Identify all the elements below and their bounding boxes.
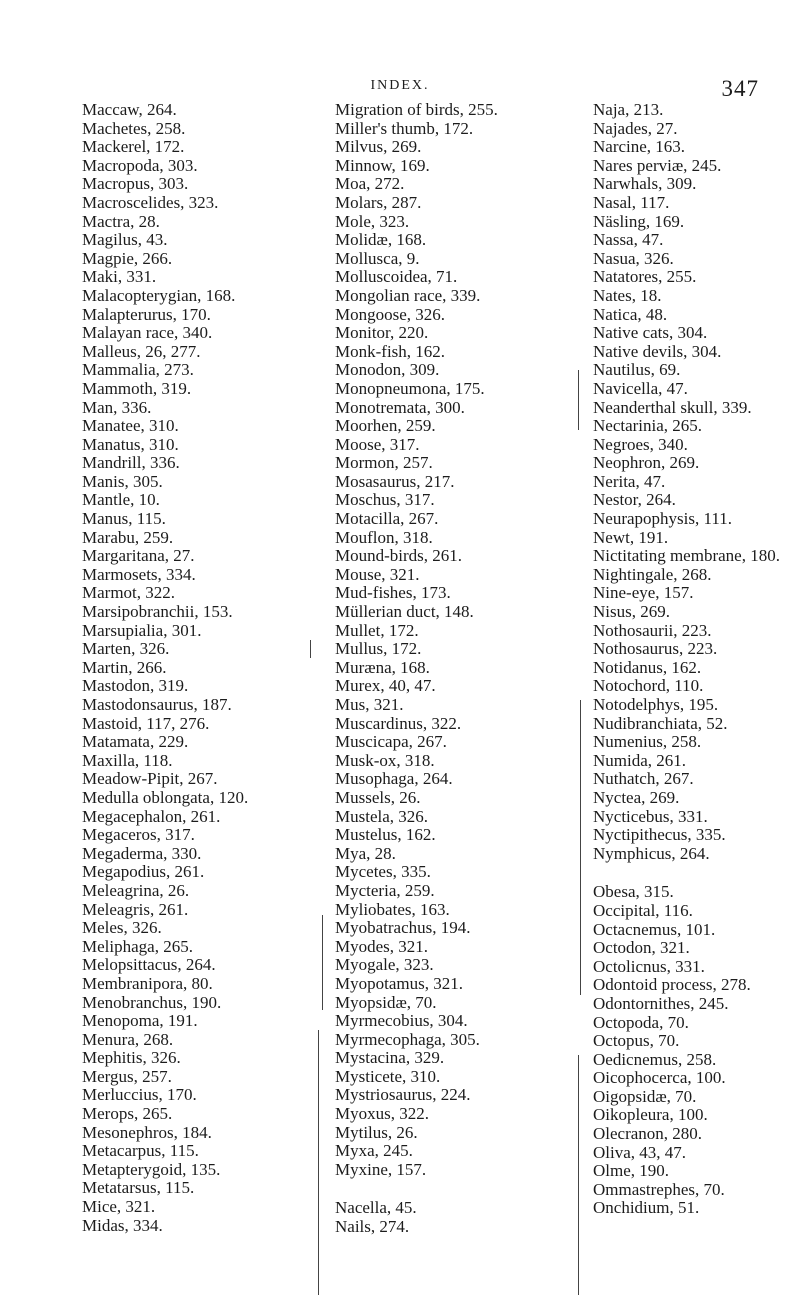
index-entry: Neanderthal skull, 339. — [593, 397, 752, 417]
index-entry: Nisus, 269. — [593, 602, 670, 622]
index-entry: Myxa, 245. — [335, 1141, 413, 1161]
index-entry: Navicella, 47. — [593, 378, 688, 398]
index-entry: Nerita, 47. — [593, 471, 666, 491]
index-entry: Mouse, 321. — [335, 564, 420, 584]
index-entry: Mya, 28. — [335, 843, 396, 863]
index-entry: Mus, 321. — [335, 695, 404, 714]
column-rule — [318, 1030, 319, 1295]
index-entry: Muscardinus, 322. — [335, 713, 462, 733]
index-entry: Negroes, 340. — [593, 434, 688, 454]
index-entry: Narcine, 163. — [593, 137, 686, 157]
column-rule — [322, 915, 323, 1010]
index-entry: Marten, 326. — [82, 639, 170, 659]
index-entry: Nautilus, 69. — [593, 360, 681, 380]
index-entry: Menopoma, 191. — [82, 1011, 198, 1031]
page-number: 347 — [721, 76, 759, 101]
index-entry: Myrmecophaga, 305. — [335, 1029, 480, 1049]
index-entry: Man, 336. — [82, 397, 152, 417]
index-entry: Milvus, 269. — [335, 137, 422, 157]
index-entry: Naja, 213. — [593, 100, 664, 119]
index-entry: Megaderma, 330. — [82, 843, 202, 863]
index-entry: Moschus, 317. — [335, 490, 435, 510]
index-entry: Mice, 321. — [82, 1197, 156, 1217]
index-entry: Mouflon, 318. — [335, 527, 433, 547]
index-entry: Megacephalon, 261. — [82, 806, 221, 826]
index-entry: Midas, 334. — [82, 1215, 163, 1235]
index-entry: Nates, 18. — [593, 285, 662, 305]
index-entry: Nudibranchiata, 52. — [593, 713, 728, 733]
index-entry: Medulla oblongata, 120. — [82, 787, 249, 807]
index-entry: Motacilla, 267. — [335, 509, 439, 529]
index-entry: Nycticebus, 331. — [593, 806, 708, 826]
index-entry: Müllerian duct, 148. — [335, 602, 474, 622]
index-entry: Odontornithes, 245. — [593, 993, 729, 1013]
index-entry: Melopsittacus, 264. — [82, 955, 216, 975]
index-entry: Notidanus, 162. — [593, 657, 702, 677]
index-entry: Matamata, 229. — [82, 732, 189, 752]
index-entry: Molluscoidea, 71. — [335, 267, 458, 287]
index-entry: Mytilus, 26. — [335, 1122, 418, 1142]
index-entry: Mastoid, 117, 276. — [82, 713, 210, 733]
column-rule — [580, 700, 581, 995]
index-entry: Mandrill, 336. — [82, 453, 180, 473]
index-entry: Octopoda, 70. — [593, 1012, 689, 1032]
index-entry: Macropus, 303. — [82, 174, 189, 194]
index-entry: Marsipobranchii, 153. — [82, 602, 233, 622]
index-entry: Nyctea, 269. — [593, 787, 680, 807]
index-entry: Macroscelides, 323. — [82, 192, 219, 212]
index-entry: Meleagrina, 26. — [82, 880, 190, 900]
index-entry: Membranipora, 80. — [82, 973, 213, 993]
index-entry: Molidæ, 168. — [335, 230, 427, 250]
index-entry: Nectarinia, 265. — [593, 416, 703, 436]
index-entry: Mastodonsaurus, 187. — [82, 695, 232, 714]
index-entry: Native devils, 304. — [593, 341, 722, 361]
index-entry: Nuthatch, 267. — [593, 769, 694, 789]
index-entry: Meadow-Pipit, 267. — [82, 769, 218, 789]
index-entry: Mormon, 257. — [335, 453, 433, 473]
index-entry: Mastodon, 319. — [82, 676, 189, 696]
index-entry: Occipital, 116. — [593, 900, 693, 920]
index-entry: Nothosaurus, 223. — [593, 639, 718, 659]
index-entry: Octacnemus, 101. — [593, 919, 716, 939]
index-entry: Mullus, 172. — [335, 639, 422, 659]
index-entry: Mantle, 10. — [82, 490, 160, 510]
index-entry: Onchidium, 51. — [593, 1198, 700, 1218]
index-entry: Mammoth, 319. — [82, 378, 192, 398]
index-entry: Menobranchus, 190. — [82, 992, 222, 1012]
index-entry: Menura, 268. — [82, 1029, 174, 1049]
index-entry: Myrmecobius, 304. — [335, 1011, 468, 1031]
index-entry: Nasal, 117. — [593, 192, 670, 212]
page-header — [0, 0, 800, 101]
index-entry: Mysticete, 310. — [335, 1066, 441, 1086]
index-entry: Octolicnus, 331. — [593, 956, 705, 976]
index-column-1 — [82, 101, 312, 1235]
index-entry: Nothosaurii, 223. — [593, 620, 712, 640]
index-entry: Mud-fishes, 173. — [335, 583, 451, 603]
index-entry: Myogale, 323. — [335, 955, 434, 975]
index-entry: Megapodius, 261. — [82, 862, 205, 882]
index-entry: Octodon, 321. — [593, 938, 690, 958]
index-entry: Metatarsus, 115. — [82, 1178, 195, 1198]
index-entry: Näsling, 169. — [593, 211, 685, 231]
index-entry: Notodelphys, 195. — [593, 695, 719, 714]
index-entry: Magpie, 266. — [82, 248, 173, 268]
index-entry: Mollusca, 9. — [335, 248, 420, 268]
index-entry: Monitor, 220. — [335, 323, 429, 343]
index-entry: Migration of birds, 255. — [335, 100, 498, 119]
index-entry: Oliva, 43, 47. — [593, 1142, 687, 1162]
index-entry: Nightingale, 268. — [593, 564, 712, 584]
index-entry: Mycteria, 259. — [335, 880, 435, 900]
index-entry: Minnow, 169. — [335, 155, 430, 175]
index-entry: Monotremata, 300. — [335, 397, 465, 417]
index-entry: Macropoda, 303. — [82, 155, 198, 175]
index-entry: Marmosets, 334. — [82, 564, 196, 584]
index-entry: Mystacina, 329. — [335, 1048, 445, 1068]
index-entry: Machetes, 258. — [82, 118, 186, 138]
index-entry: Olecranon, 280. — [593, 1124, 703, 1144]
index-entry: Mammalia, 273. — [82, 360, 194, 380]
index-entry: Octopus, 70. — [593, 1031, 680, 1051]
index-entry: Monopneumona, 175. — [335, 378, 485, 398]
letter-section-gap — [335, 1179, 575, 1199]
index-entry: Oikopleura, 100. — [593, 1105, 708, 1125]
index-entry: Monk-fish, 162. — [335, 341, 446, 361]
column-rule — [578, 1055, 579, 1295]
index-entry: Malleus, 26, 277. — [82, 341, 201, 361]
index-entry: Oicophocerca, 100. — [593, 1068, 726, 1088]
index-entry: Marabu, 259. — [82, 527, 174, 547]
index-entry: Nictitating membrane, 180. — [593, 546, 780, 566]
index-entry: Nasua, 326. — [593, 248, 674, 268]
index-entry: Muræna, 168. — [335, 657, 430, 677]
index-entry: Nails, 274. — [335, 1217, 410, 1237]
index-entry: Nine-eye, 157. — [593, 583, 694, 603]
index-column-2 — [335, 101, 575, 1237]
index-entry: Malayan race, 340. — [82, 323, 213, 343]
index-entry: Mephitis, 326. — [82, 1048, 181, 1068]
index-entry: Mussels, 26. — [335, 787, 421, 807]
index-column-3 — [593, 101, 800, 1218]
index-entry: Metapterygoid, 135. — [82, 1159, 221, 1179]
index-entry: Manatus, 310. — [82, 434, 179, 454]
index-entry: Mystriosaurus, 224. — [335, 1085, 471, 1105]
index-entry: Neurapophysis, 111. — [593, 509, 732, 529]
index-entry: Maxilla, 118. — [82, 750, 173, 770]
index-entry: Moorhen, 259. — [335, 416, 436, 436]
index-entry: Myobatrachus, 194. — [335, 918, 471, 938]
index-entry: Malapterurus, 170. — [82, 304, 211, 324]
index-entry: Monodon, 309. — [335, 360, 440, 380]
index-entry: Mongolian race, 339. — [335, 285, 481, 305]
index-entry: Musophaga, 264. — [335, 769, 453, 789]
index-entry: Oigopsidæ, 70. — [593, 1086, 697, 1106]
index-entry: Meles, 326. — [82, 918, 162, 938]
index-entry: Nares perviæ, 245. — [593, 155, 722, 175]
index-entry: Narwhals, 309. — [593, 174, 697, 194]
index-entry: Myliobates, 163. — [335, 899, 450, 919]
index-entry: Myopsidæ, 70. — [335, 992, 437, 1012]
index-entry: Mullet, 172. — [335, 620, 419, 640]
index-entry: Natatores, 255. — [593, 267, 697, 287]
column-rule — [578, 370, 579, 430]
index-entry: Myodes, 321. — [335, 936, 429, 956]
index-entry: Manis, 305. — [82, 471, 163, 491]
index-entry: Mactra, 28. — [82, 211, 160, 231]
index-entry: Newt, 191. — [593, 527, 669, 547]
index-entry: Manatee, 310. — [82, 416, 179, 436]
index-entry: Nassa, 47. — [593, 230, 664, 250]
index-entry: Meleagris, 261. — [82, 899, 189, 919]
index-entry: Numenius, 258. — [593, 732, 702, 752]
index-entry: Mustelus, 162. — [335, 825, 436, 845]
index-entry: Marsupialia, 301. — [82, 620, 202, 640]
index-entry: Mosasaurus, 217. — [335, 471, 455, 491]
index-entry: Nyctipithecus, 335. — [593, 825, 726, 845]
index-entry: Notochord, 110. — [593, 676, 704, 696]
index-entry: Merluccius, 170. — [82, 1085, 197, 1105]
index-entry: Mackerel, 172. — [82, 137, 185, 157]
index-entry: Molars, 287. — [335, 192, 422, 212]
index-entry: Nestor, 264. — [593, 490, 676, 510]
index-entry: Mesonephros, 184. — [82, 1122, 212, 1142]
index-entry: Muscicapa, 267. — [335, 732, 447, 752]
index-entry: Maki, 331. — [82, 267, 157, 287]
index-entry: Malacopterygian, 168. — [82, 285, 236, 305]
index-entry: Marmot, 322. — [82, 583, 176, 603]
index-entry: Oedicnemus, 258. — [593, 1049, 717, 1069]
index-entry: Najades, 27. — [593, 118, 678, 138]
index-entry: Olme, 190. — [593, 1161, 670, 1181]
index-entry: Neophron, 269. — [593, 453, 700, 473]
index-entry: Maccaw, 264. — [82, 100, 177, 119]
index-entry: Odontoid process, 278. — [593, 975, 751, 995]
index-entry: Myopotamus, 321. — [335, 973, 463, 993]
index-entry: Myoxus, 322. — [335, 1104, 429, 1124]
index-entry: Musk-ox, 318. — [335, 750, 435, 770]
running-title: INDEX. — [370, 78, 430, 93]
index-entry: Mongoose, 326. — [335, 304, 446, 324]
index-entry: Manus, 115. — [82, 509, 166, 529]
index-entry: Mergus, 257. — [82, 1066, 172, 1086]
index-entry: Margaritana, 27. — [82, 546, 195, 566]
index-entry: Merops, 265. — [82, 1104, 173, 1124]
index-entry: Nacella, 45. — [335, 1198, 417, 1218]
letter-section-gap — [593, 863, 800, 883]
index-entry: Myxine, 157. — [335, 1159, 427, 1179]
index-entry: Mound-birds, 261. — [335, 546, 463, 566]
index-entry: Murex, 40, 47. — [335, 676, 436, 696]
index-entry: Moose, 317. — [335, 434, 420, 454]
index-entry: Obesa, 315. — [593, 882, 674, 902]
index-entry: Mole, 323. — [335, 211, 410, 231]
index-entry: Magilus, 43. — [82, 230, 168, 250]
index-entry: Megaceros, 317. — [82, 825, 195, 845]
index-entry: Metacarpus, 115. — [82, 1141, 199, 1161]
index-entry: Native cats, 304. — [593, 323, 708, 343]
index-entry: Martin, 266. — [82, 657, 167, 677]
index-entry: Meliphaga, 265. — [82, 936, 193, 956]
index-entry: Ommastrephes, 70. — [593, 1179, 725, 1199]
index-entry: Natica, 48. — [593, 304, 668, 324]
index-entry: Moa, 272. — [335, 174, 405, 194]
column-rule — [310, 640, 311, 658]
index-entry: Mycetes, 335. — [335, 862, 431, 882]
index-entry: Mustela, 326. — [335, 806, 429, 826]
index-entry: Miller's thumb, 172. — [335, 118, 474, 138]
index-entry: Numida, 261. — [593, 750, 687, 770]
index-entry: Nymphicus, 264. — [593, 843, 710, 863]
